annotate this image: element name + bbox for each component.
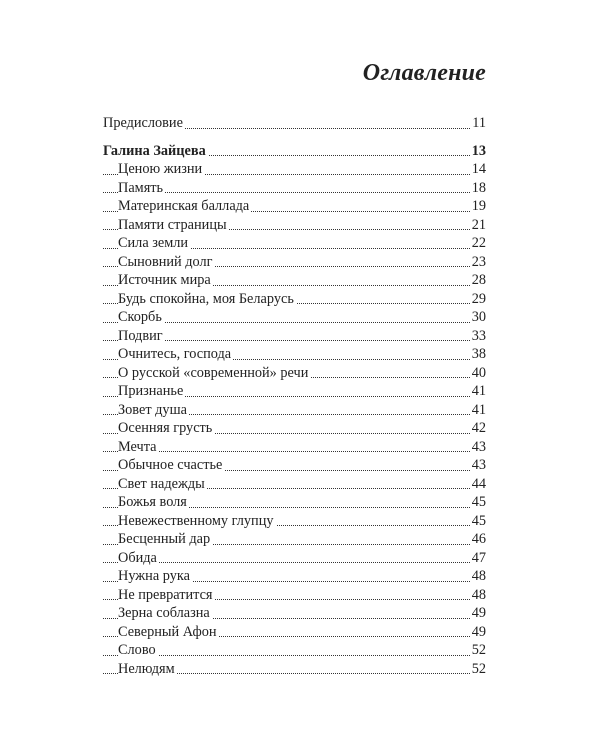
toc-entry-page-number: 44 <box>471 475 486 492</box>
toc-entry-page-number: 22 <box>471 235 486 251</box>
toc-entry-title: Галина Зайцева <box>103 142 206 159</box>
toc-entry-title: Мечта <box>118 438 157 455</box>
dot-leader <box>103 654 486 656</box>
toc-entry[interactable] <box>103 253 486 272</box>
toc-entry-page-number: 23 <box>471 253 486 270</box>
toc-entry-title: О русской «современной» речи <box>118 364 309 381</box>
toc-entry-page-number: 14 <box>471 161 486 177</box>
toc-entry-page-number: 29 <box>471 290 486 307</box>
toc-entry[interactable] <box>103 179 486 198</box>
toc-entry-title: Нелюдям <box>118 660 175 677</box>
toc-entry-title: Будь спокойна, моя Беларусь <box>118 290 294 307</box>
toc-entry-page-number: 11 <box>472 115 486 131</box>
toc-entry-title: Божья воля <box>118 494 187 510</box>
toc-entry-title: Скорбь <box>118 309 162 325</box>
toc-entry[interactable] <box>103 438 486 457</box>
toc-entry-title: Памяти страницы <box>118 216 227 233</box>
toc-entry[interactable] <box>103 160 486 179</box>
toc-entry-title: Свет надежды <box>118 475 205 492</box>
toc-entry-title: Бесценный дар <box>118 531 211 547</box>
toc-entry[interactable] <box>103 216 486 235</box>
toc-entry-page-number: 41 <box>471 383 486 399</box>
toc-entry-title: Северный Афон <box>118 623 217 640</box>
toc-entry[interactable] <box>103 364 486 383</box>
toc-entry-page-number: 47 <box>471 549 486 566</box>
toc-entry-page-number: 28 <box>471 272 486 288</box>
toc-entry[interactable] <box>103 290 486 309</box>
toc-entry-title: Осенняя грусть <box>118 420 213 436</box>
toc-entry[interactable] <box>103 456 486 475</box>
toc-entry-page-number: 38 <box>471 346 486 362</box>
toc-entry-title: Предисловие <box>103 115 183 131</box>
page-title: Оглавление <box>362 60 486 86</box>
toc-entry[interactable] <box>103 641 486 660</box>
toc-entry[interactable] <box>103 475 486 494</box>
toc-entry-page-number: 13 <box>471 142 486 159</box>
toc-entry[interactable] <box>103 567 486 586</box>
toc-entry-page-number: 30 <box>471 309 486 325</box>
toc-entry-title: Подвиг <box>118 327 163 344</box>
toc-entry[interactable] <box>103 493 486 512</box>
toc-entry-title: Зовет душа <box>118 401 187 418</box>
table-of-contents <box>103 114 486 678</box>
toc-entry-page-number: 40 <box>471 364 486 381</box>
toc-entry[interactable] <box>103 530 486 549</box>
dot-leader <box>103 450 486 452</box>
toc-entry[interactable] <box>103 197 486 216</box>
toc-entry[interactable] <box>103 234 486 253</box>
toc-entry-title: Обида <box>118 549 157 566</box>
toc-entry-page-number: 42 <box>471 420 486 436</box>
toc-entry-title: Материнская баллада <box>118 198 250 214</box>
toc-entry[interactable] <box>103 345 486 364</box>
toc-entry-title: Невежественному глупцу <box>118 512 274 529</box>
toc-entry-page-number: 43 <box>471 457 486 473</box>
toc-entry-page-number: 21 <box>471 216 486 233</box>
toc-entry-page-number: 18 <box>471 179 486 196</box>
toc-entry[interactable] <box>103 327 486 346</box>
dot-leader <box>103 561 486 563</box>
toc-entry-page-number: 52 <box>471 660 486 677</box>
toc-entry-page-number: 46 <box>471 531 486 547</box>
toc-entry-page-number: 33 <box>471 327 486 344</box>
toc-entry[interactable] <box>103 271 486 290</box>
toc-entry-page-number: 48 <box>471 568 486 584</box>
toc-entry-title: Очнитесь, господа <box>118 346 232 362</box>
toc-entry[interactable] <box>103 419 486 438</box>
toc-entry-title: Не превратится <box>118 586 213 603</box>
toc-entry-title: Обычное счастье <box>118 457 223 473</box>
toc-entry-page-number: 43 <box>471 438 486 455</box>
toc-entry-page-number: 52 <box>471 642 486 658</box>
toc-entry-page-number: 48 <box>471 586 486 603</box>
toc-entry[interactable] <box>103 401 486 420</box>
toc-entry-title: Слово <box>118 642 156 658</box>
toc-entry-page-number: 41 <box>471 401 486 418</box>
toc-entry[interactable] <box>103 660 486 679</box>
toc-entry-title: Зерна соблазна <box>118 605 210 621</box>
toc-entry-title: Сила земли <box>118 235 189 251</box>
toc-entry-page-number: 45 <box>471 512 486 529</box>
toc-entry[interactable] <box>103 549 486 568</box>
toc-entry[interactable] <box>103 604 486 623</box>
toc-entry-page-number: 49 <box>471 623 486 640</box>
toc-entry-page-number: 19 <box>471 198 486 214</box>
toc-entry[interactable] <box>103 512 486 531</box>
toc-entry-title: Признанье <box>118 383 184 399</box>
toc-entry[interactable] <box>103 586 486 605</box>
toc-entry-page-number: 45 <box>471 494 486 510</box>
toc-entry[interactable] <box>103 142 486 161</box>
toc-entry-title: Источник мира <box>118 272 211 288</box>
toc-entry-title: Сыновний долг <box>118 253 213 270</box>
toc-entry[interactable] <box>103 623 486 642</box>
toc-entry-title: Ценою жизни <box>118 161 203 177</box>
toc-entry[interactable] <box>103 382 486 401</box>
toc-entry[interactable] <box>103 308 486 327</box>
toc-entry-title: Нужна рука <box>118 568 190 584</box>
toc-entry[interactable] <box>103 114 486 133</box>
toc-entry-title: Память <box>118 179 164 196</box>
toc-entry-page-number: 49 <box>471 605 486 621</box>
